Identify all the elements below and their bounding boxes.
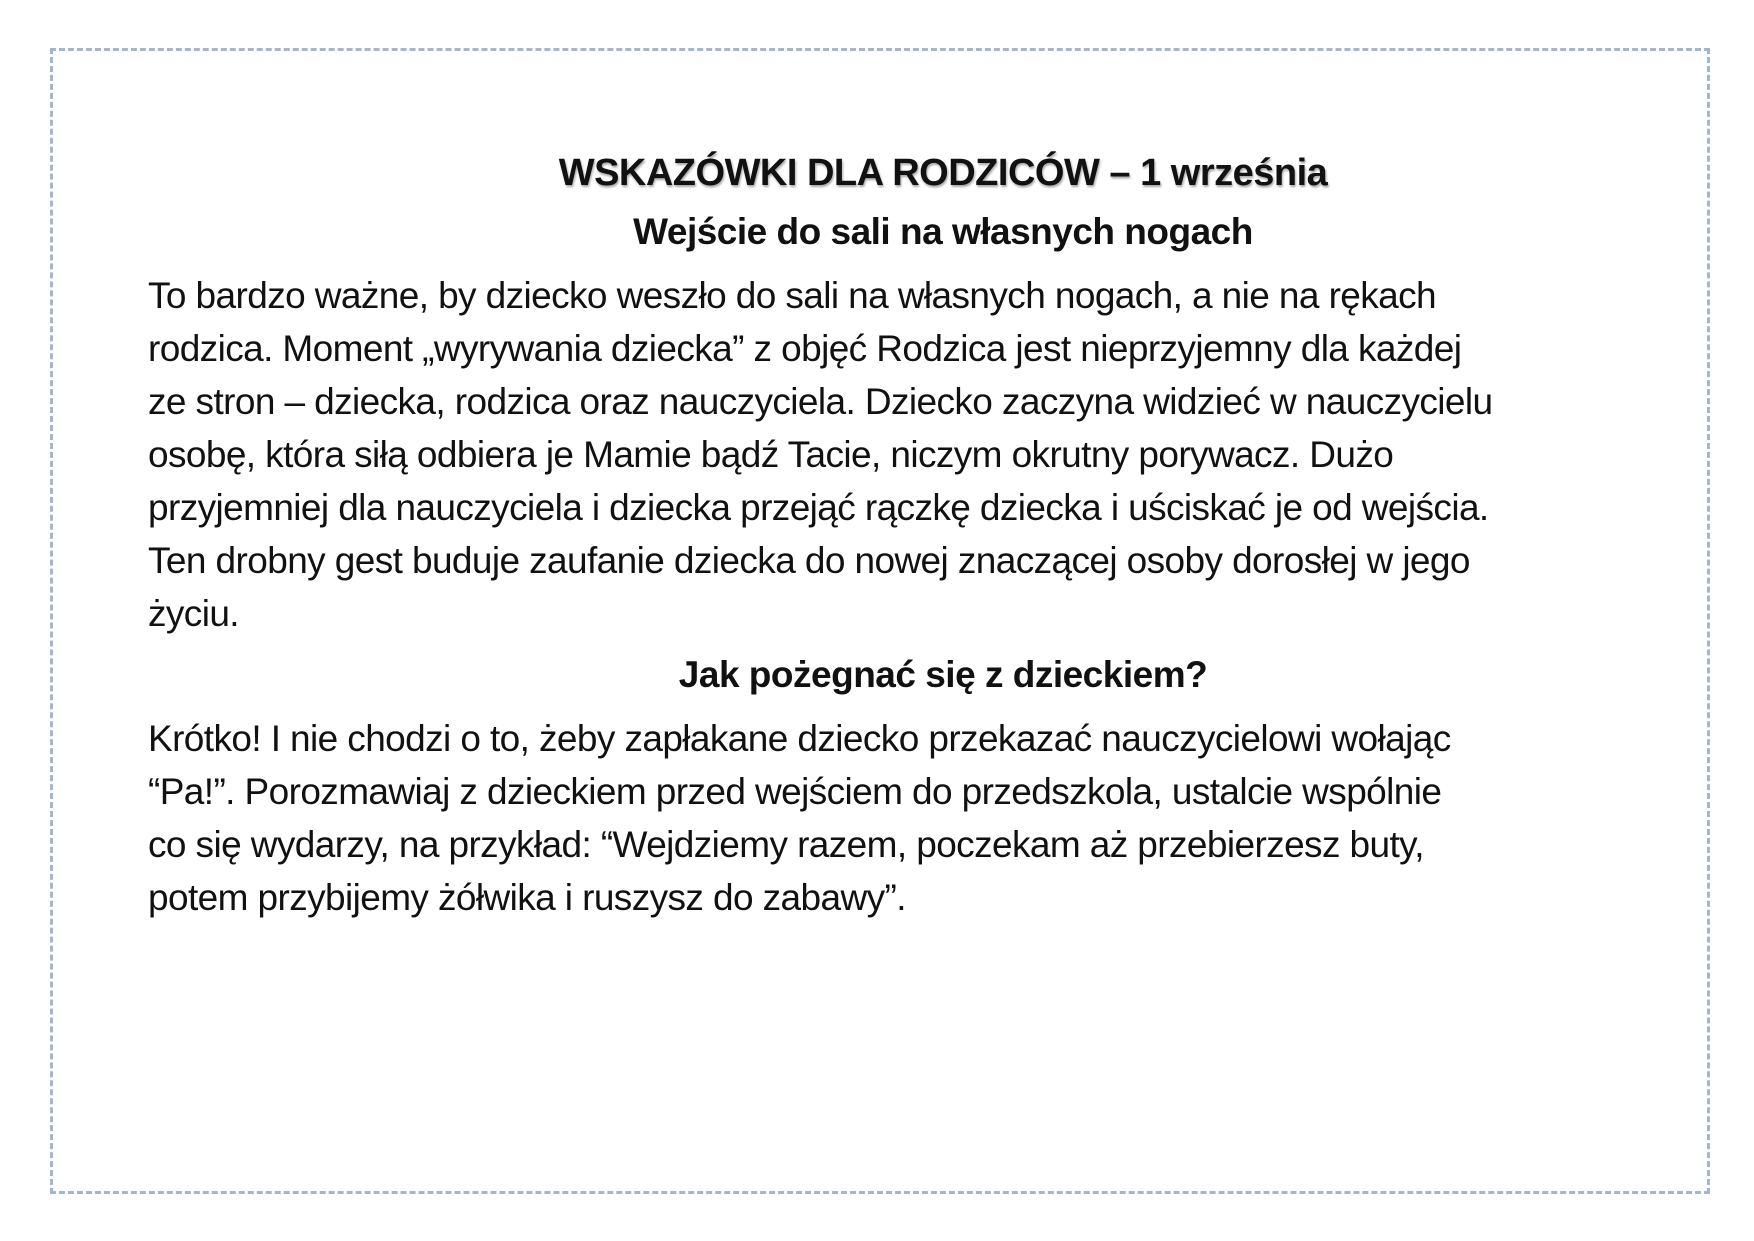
paragraph-line: Ten drobny gest buduje zaufanie dziecka do nowej znaczącej osoby dorosłej w jego — [148, 540, 1470, 581]
document-title: WSKAZÓWKI DLA RODZICÓW – 1 września — [558, 152, 1328, 194]
section-heading-entering: Wejście do sali na własnych nogach — [633, 211, 1253, 252]
document-content — [148, 152, 1608, 938]
paragraph-line: przyjemniej dla nauczyciela i dziecka przejąć rączkę dziecka i uściskać je od wejścia. — [148, 487, 1489, 528]
paragraph-line: życiu. — [148, 593, 239, 634]
paragraph-line: To bardzo ważne, by dziecko weszło do sali na własnych nogach, a nie na rękach — [148, 275, 1437, 316]
paragraph-entering — [148, 269, 1598, 640]
paragraph-line: “Pa!”. Porozmawiaj z dzieckiem przed wejściem do przedszkola, ustalcie wspólnie — [148, 771, 1442, 812]
paragraph-line: co się wydarzy, na przykład: “Wejdziemy razem, poczekam aż przebierzesz buty, — [148, 824, 1424, 865]
paragraph-line: osobę, która siłą odbiera je Mamie bądź Tacie, niczym okrutny porywacz. Dużo — [148, 434, 1394, 475]
paragraph-line: Krótko! I nie chodzi o to, żeby zapłakane dziecko przekazać nauczycielowi wołając — [148, 718, 1451, 759]
paragraph-goodbye — [148, 712, 1598, 924]
paragraph-line: ze stron – dziecka, rodzica oraz nauczyciela. Dziecko zaczyna widzieć w nauczycielu — [148, 381, 1493, 422]
paragraph-line: potem przybijemy żółwika i ruszysz do zabawy”. — [148, 877, 906, 918]
section-heading-goodbye: Jak pożegnać się z dzieckiem? — [678, 654, 1208, 695]
paragraph-line: rodzica. Moment „wyrywania dziecka” z objęć Rodzica jest nieprzyjemny dla każdej — [148, 328, 1462, 369]
